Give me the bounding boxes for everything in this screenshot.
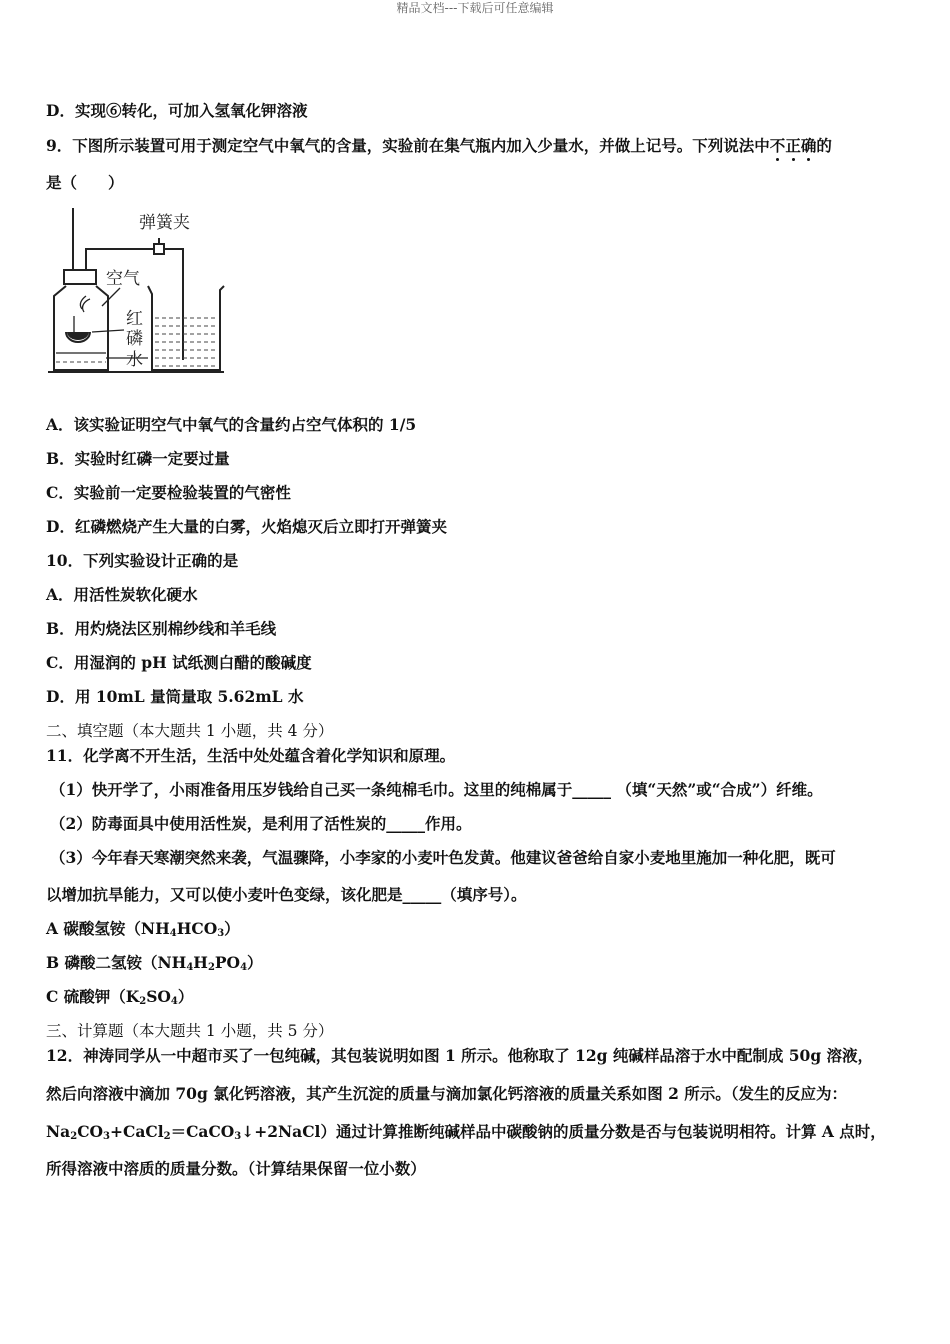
choice-c-end: ） xyxy=(177,987,194,1006)
eq-na: Na xyxy=(46,1122,71,1141)
label-phos-2: 磷 xyxy=(126,329,143,349)
q11-part-3-line1: （3）今年春天寒潮突然来袭，气温骤降，小李家的小麦叶色发黄。他建议爸爸给自家小麦地里施加一种化肥，既可 xyxy=(50,848,836,867)
q9-stem xyxy=(46,136,832,156)
choice-b-end: ） xyxy=(247,953,263,972)
q9-emph-2: 正 xyxy=(785,136,801,155)
eq-sub1: 2 xyxy=(70,1131,78,1142)
choice-c-text: C 硫酸钾（K xyxy=(46,987,140,1006)
q12-line-1: 12．神涛同学从一中超市买了一包纯碱，其包装说明如图 1 所示。他称取了 12g 纯碱样品溶于水中配制成 50g 溶液， xyxy=(46,1046,874,1065)
label-air: 空气 xyxy=(106,269,140,289)
oxygen-experiment-figure xyxy=(44,208,244,378)
choice-c-sub1: 2 xyxy=(139,996,147,1007)
q12-equation-line xyxy=(46,1122,886,1142)
choice-b-sub3: 4 xyxy=(240,962,248,973)
q11-stem: 11．化学离不开生活，生活中处处蕴含着化学知识和原理。 xyxy=(46,746,456,765)
label-phos-1: 红 xyxy=(126,309,143,329)
q9-emph-1: 不 xyxy=(769,136,786,155)
spring-clip xyxy=(154,244,164,254)
q9-stem-end: 的 xyxy=(816,136,832,155)
q9-stem-text: 9．下图所示装置可用于测定空气中氧气的含量，实验前在集气瓶内加入少量水，并做上记号。下列说法中 xyxy=(46,136,770,155)
q10-option-d: D．用 10mL 量筒量取 5.62mL 水 xyxy=(46,687,304,706)
eq-co: CO xyxy=(77,1122,104,1141)
q12-line-4: 所得溶液中溶质的质量分数。（计算结果保留一位小数） xyxy=(46,1159,426,1178)
choice-a-end: ） xyxy=(224,919,240,938)
q9-option-b: B．实验时红磷一定要过量 xyxy=(46,449,230,468)
choice-c-mid: SO xyxy=(146,987,171,1006)
q9-option-c: C．实验前一定要检验装置的气密性 xyxy=(46,483,291,502)
eq-sub3: 2 xyxy=(163,1131,171,1142)
choice-a-mid: HCO xyxy=(176,919,218,938)
q11-part-3-line2: 以增加抗旱能力，又可以使小麦叶色变绿，该化肥是_____（填序号）。 xyxy=(46,885,527,904)
air-pointer xyxy=(102,288,120,306)
choice-b-mid: H xyxy=(193,953,208,972)
choice-b-sub1: 4 xyxy=(186,962,194,973)
q12-line-2: 然后向溶液中滴加 70g 氯化钙溶液，其产生沉淀的质量与滴加氯化钙溶液的质量关系如图 2 所示。（发生的反应为： xyxy=(46,1084,848,1103)
bottle-stopper xyxy=(64,270,96,284)
q10-stem: 10．下列实验设计正确的是 xyxy=(46,551,239,570)
q9-stem-line2: 是（ ） xyxy=(46,173,124,192)
section-2-title: 二、填空题（本大题共 1 小题，共 4 分） xyxy=(46,722,334,740)
q11-part-1: （1）快开学了，小雨准备用压岁钱给自己买一条纯棉毛巾。这里的纯棉属于_____ （填“天然”或“合成”）纤维。 xyxy=(50,780,823,799)
choice-b-sub2: 2 xyxy=(207,962,215,973)
choice-a-sub2: 3 xyxy=(217,928,225,939)
q8-option-d: D．实现⑥转化，可加入氢氧化钾溶液 xyxy=(46,101,308,120)
choice-b-mid2: PO xyxy=(214,953,241,972)
q9-option-d: D．红磷燃烧产生大量的白雾，火焰熄灭后立即打开弹簧夹 xyxy=(46,517,447,536)
q9-emph-3: 确 xyxy=(800,136,817,155)
flame-2 xyxy=(83,299,90,312)
choice-a-sub1: 4 xyxy=(169,928,177,939)
q10-option-c: C．用湿润的 pH 试纸测白醋的酸碱度 xyxy=(46,653,312,672)
choice-b-text: B 磷酸二氢铵（NH xyxy=(46,953,187,972)
eq-rest: ↓+2NaCl）通过计算推断纯碱样品中碳酸钠的质量分数是否与包装说明相符。计算 A 点时， xyxy=(241,1122,886,1141)
beaker xyxy=(148,286,224,370)
gas-bottle xyxy=(54,286,108,370)
page-header: 精品文档---下载后可任意编辑 xyxy=(396,1,554,15)
label-water: 水 xyxy=(126,350,143,370)
q11-choice-b xyxy=(46,953,263,973)
choice-c-sub2: 4 xyxy=(170,996,178,1007)
q11-part-2: （2）防毒面具中使用活性炭，是利用了活性炭的_____作用。 xyxy=(50,814,472,833)
eq-caco: ＝CaCO xyxy=(170,1122,235,1141)
q11-choice-a xyxy=(46,919,240,939)
connecting-tube-right xyxy=(164,249,183,360)
q10-option-a: A．用活性炭软化硬水 xyxy=(46,585,198,604)
eq-sub4: 3 xyxy=(234,1131,242,1142)
section-3-title: 三、计算题（本大题共 1 小题，共 5 分） xyxy=(46,1022,334,1040)
choice-a-text: A 碳酸氢铵（NH xyxy=(46,919,170,938)
label-clip: 弹簧夹 xyxy=(139,213,190,233)
q11-choice-c xyxy=(46,987,193,1007)
q10-option-b: B．用灼烧法区别棉纱线和羊毛线 xyxy=(46,619,277,638)
q9-option-a: A．该实验证明空气中氧气的含量约占空气体积的 1/5 xyxy=(46,415,417,434)
connecting-tube xyxy=(86,249,154,270)
eq-sub2: 3 xyxy=(103,1131,110,1142)
eq-cacl: +CaCl xyxy=(110,1122,164,1141)
